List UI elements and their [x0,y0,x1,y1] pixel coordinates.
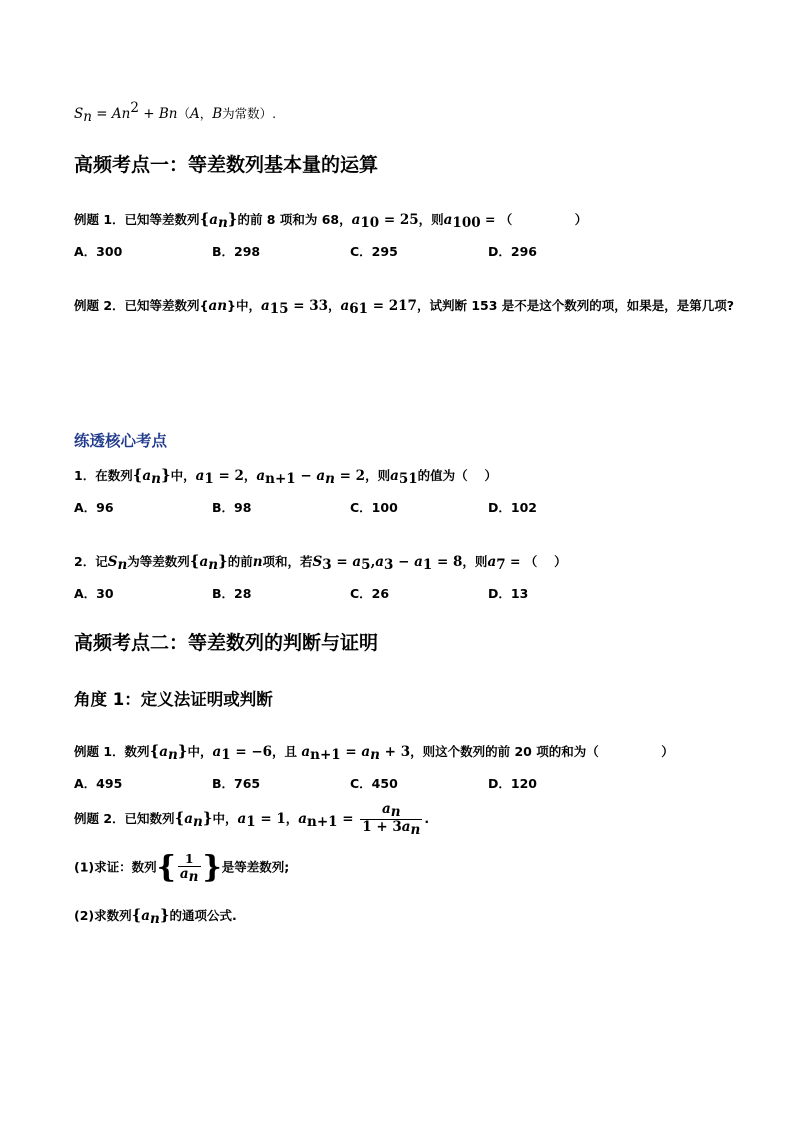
practice-2-question: 2．记$S_n$为等差数列$\{a_n\}$的前n项和，若$S_3 = a_5,a_3 - a_1 = 8$，则$a_7$ = （ ） [74,552,567,573]
part-2-general-term: (2)求数列$\{a_n\}$的通项公式. [74,906,237,927]
section2-example-2-question: 例题 2．已知数列$\{a_n\}$中，$a_1 = 1$，$a_{n+1}$ = $\frac{a_n}{1 + 3a_n}$ . [74,801,430,838]
option-c[interactable]: C．295 [350,244,398,259]
section2-example-1-question: 例题 1．数列$\{a_n\}$中，$a_1 = -6$，且 $a_{n+1} = a_n + 3$，则这个数列的前 20 项的和为（ ） [74,742,674,763]
reciprocal-fraction: $\frac{1}{a_n}$ [179,851,199,885]
option-a[interactable]: A．30 [74,586,114,601]
option-d[interactable]: D．120 [488,776,537,791]
example-1-question: 例题 1．已知等差数列$\{a_n\}$的前 8 项和为 68，$a_{10} = 25$，则$a_{100}$ = （ ） [74,210,588,231]
option-d[interactable]: D．296 [488,244,537,259]
option-c[interactable]: C．26 [350,586,390,601]
top-formula-line: $S_n = An^2 + Bn(A$，B为常数）. [74,100,277,125]
option-c[interactable]: C．100 [350,500,398,515]
practice-heading: 练透核心考点 [74,432,168,450]
option-b[interactable]: B．765 [212,776,261,791]
fraction: $\frac{a_n}{1 + 3a_n}$ [362,801,421,838]
practice-1-question: 1．在数列$\{a_n\}$中，$a_1 = 2$，$a_{n+1} - a_n = 2$，则$a_{51}$的值为（ ） [74,466,497,487]
option-a[interactable]: A．300 [74,244,123,259]
option-c[interactable]: C．450 [350,776,398,791]
option-d[interactable]: D．13 [488,586,529,601]
section-heading-2: 高频考点二：等差数列的判断与证明 [74,632,379,654]
option-b[interactable]: B．28 [212,586,252,601]
option-a[interactable]: A．96 [74,500,114,515]
option-d[interactable]: D．102 [488,500,537,515]
example-2-question: 例题 2．已知等差数列{an}中，$a_{15} = 33$，$a_{61} = 217$，试判断 153 是不是这个数列的项，如果是，是第几项? [74,298,735,317]
option-a[interactable]: A．495 [74,776,123,791]
option-b[interactable]: B．98 [212,500,252,515]
part-1-prove: (1)求证：数列{ $\frac{1}{a_n}$ }是等差数列; [74,850,290,885]
angle-1-heading: 角度 1：定义法证明或判断 [74,690,273,709]
section-heading-1: 高频考点一：等差数列基本量的运算 [74,154,379,176]
option-b[interactable]: B．298 [212,244,261,259]
